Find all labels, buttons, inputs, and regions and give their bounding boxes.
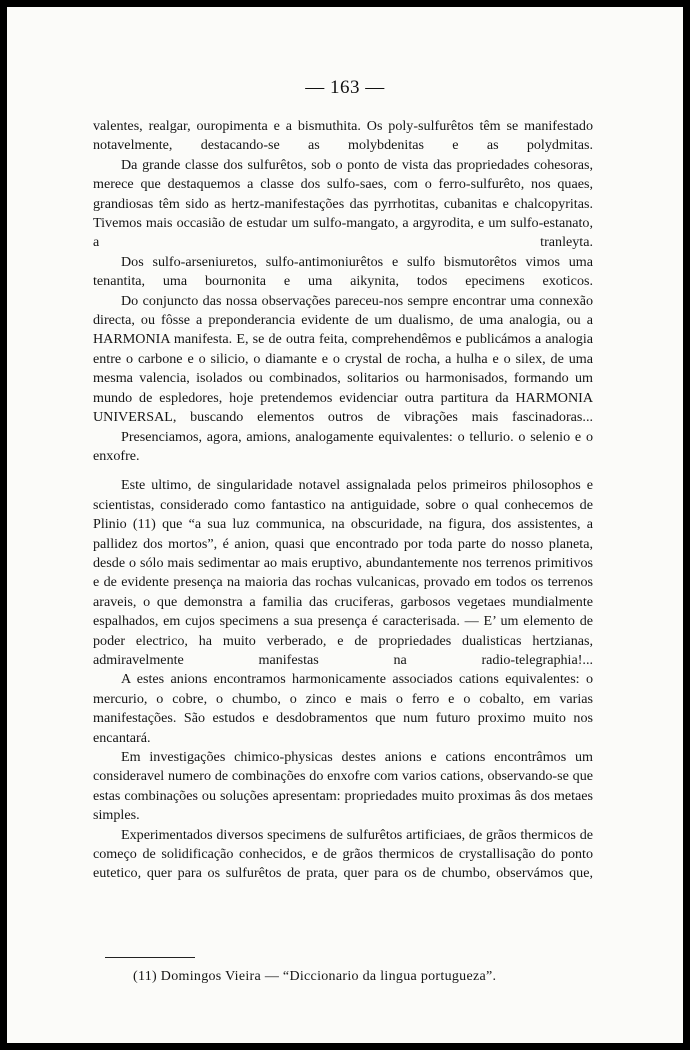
footnote: (11) Domingos Vieira — “Diccionario da lingua portugueza”. [133,969,497,984]
page-number: — 163 — [305,77,385,98]
paragraph-2: Da grande classe dos sulfurêtos, sob o ponto de vista das propriedades cohesoras, merece que destaquemos a classe dos sulfo-saes, com o ferro-sulfurêto, nos quaes, grandiosas têm sido as hertz-manifestações das pyrrhotitas, cubanitas e chalcopyritas. Tivemos mais occasião de estudar um sulfo-mangato, a argyrodita, e um sulfo-estanato, a tranleyta. [93,156,593,251]
paragraph-5: Presenciamos, agora, amions, analogamente equivalentes: o tellurio. o selenio e o enxofre. [93,428,593,464]
paragraph-1: valentes, realgar, ouropimenta e a bismuthita. Os poly-sulfurêtos têm se manifestado notavelmente, destacando-se as molybdenitas e as polydmitas. [93,118,593,154]
paragraph-7: A estes anions encontramos harmonicamente associados cations equivalentes: o mercurio, o cobre, o chumbo, o zinco e mais o ferro e o cobalto, em varias manifestações. São estudos e desdobramentos que num futuro proximo muito nos encantará. [93,671,593,746]
paragraph-6: Este ultimo, de singularidade notavel assignalada pelos primeiros philosophos e scientistas, considerado como fantastico na antiguidade, sobre o qual conhecemos de Plinio (11) que “a sua luz communica, na obscuridade, na figura, dos assistentes, a pallidez dos mortos”, é anion, quasi que encontrado por toda parte do nosso planeta, desde o sólo mais sedimentar ao mais eruptivo, abundantemente nos terrenos primitivos e de evidente presença na maioria das rochas vulcanicas, provado em todos os terrenos araveis, o que demonstra a familia das cruciferas, garbosos vegetaes mundialmente espalhados, em cujos specimens a sua presença é caracterisada. — E’ um elemento de poder electrico, ha muito verberado, e de propriedades dualisticas hertzianas, admiravelmente manifestas na radio-telegraphia!... [93,477,593,668]
footnote-rule [105,957,195,958]
paragraph-9: Experimentados diversos specimens de sulfurêtos artificiaes, de grãos thermicos de começo de solidificação conhecidos, e de grãos thermicos de crystallisação do ponto eutetico, quer para os sulfurêtos de prata, quer para os de chumbo, observámos que, [93,826,593,882]
paragraph-8: Em investigações chimico-physicas destes anions e cations encontrâmos um consideravel numero de combinações do enxofre com varios cations, observando-se que estas combinações ou soluções apresentam: propriedades muito proximas âs dos metaes simples. [93,749,593,824]
paragraph-4: Do conjuncto das nossa observações pareceu-nos sempre encontrar uma connexão directa, ou fôsse a preponderancia evidente de um dualismo, de uma analogia, ou a HARMONIA manifesta. E, se de outra feita, comprehendêmos e publicámos a analogia entre o carbone e o silicio, o diamante e o crystal de rocha, a hulha e o silex, de uma mesma valencia, isolados ou combinados, solitarios ou harmonisados, formando um mundo de espledores, hoje pretendemos evidenciar outra partitura da HARMONIA UNIVERSAL, buscando elementos outros de vibrações mais fascinadoras... [93,292,593,426]
page-body [93,117,593,884]
book-page [7,7,683,1043]
paragraph-3: Dos sulfo-arseniuretos, sulfo-antimoniurêtos e sulfo bismutorêtos vimos uma tenantita, uma bournonita e uma aikynita, todos epecimens exoticos. [93,253,593,290]
